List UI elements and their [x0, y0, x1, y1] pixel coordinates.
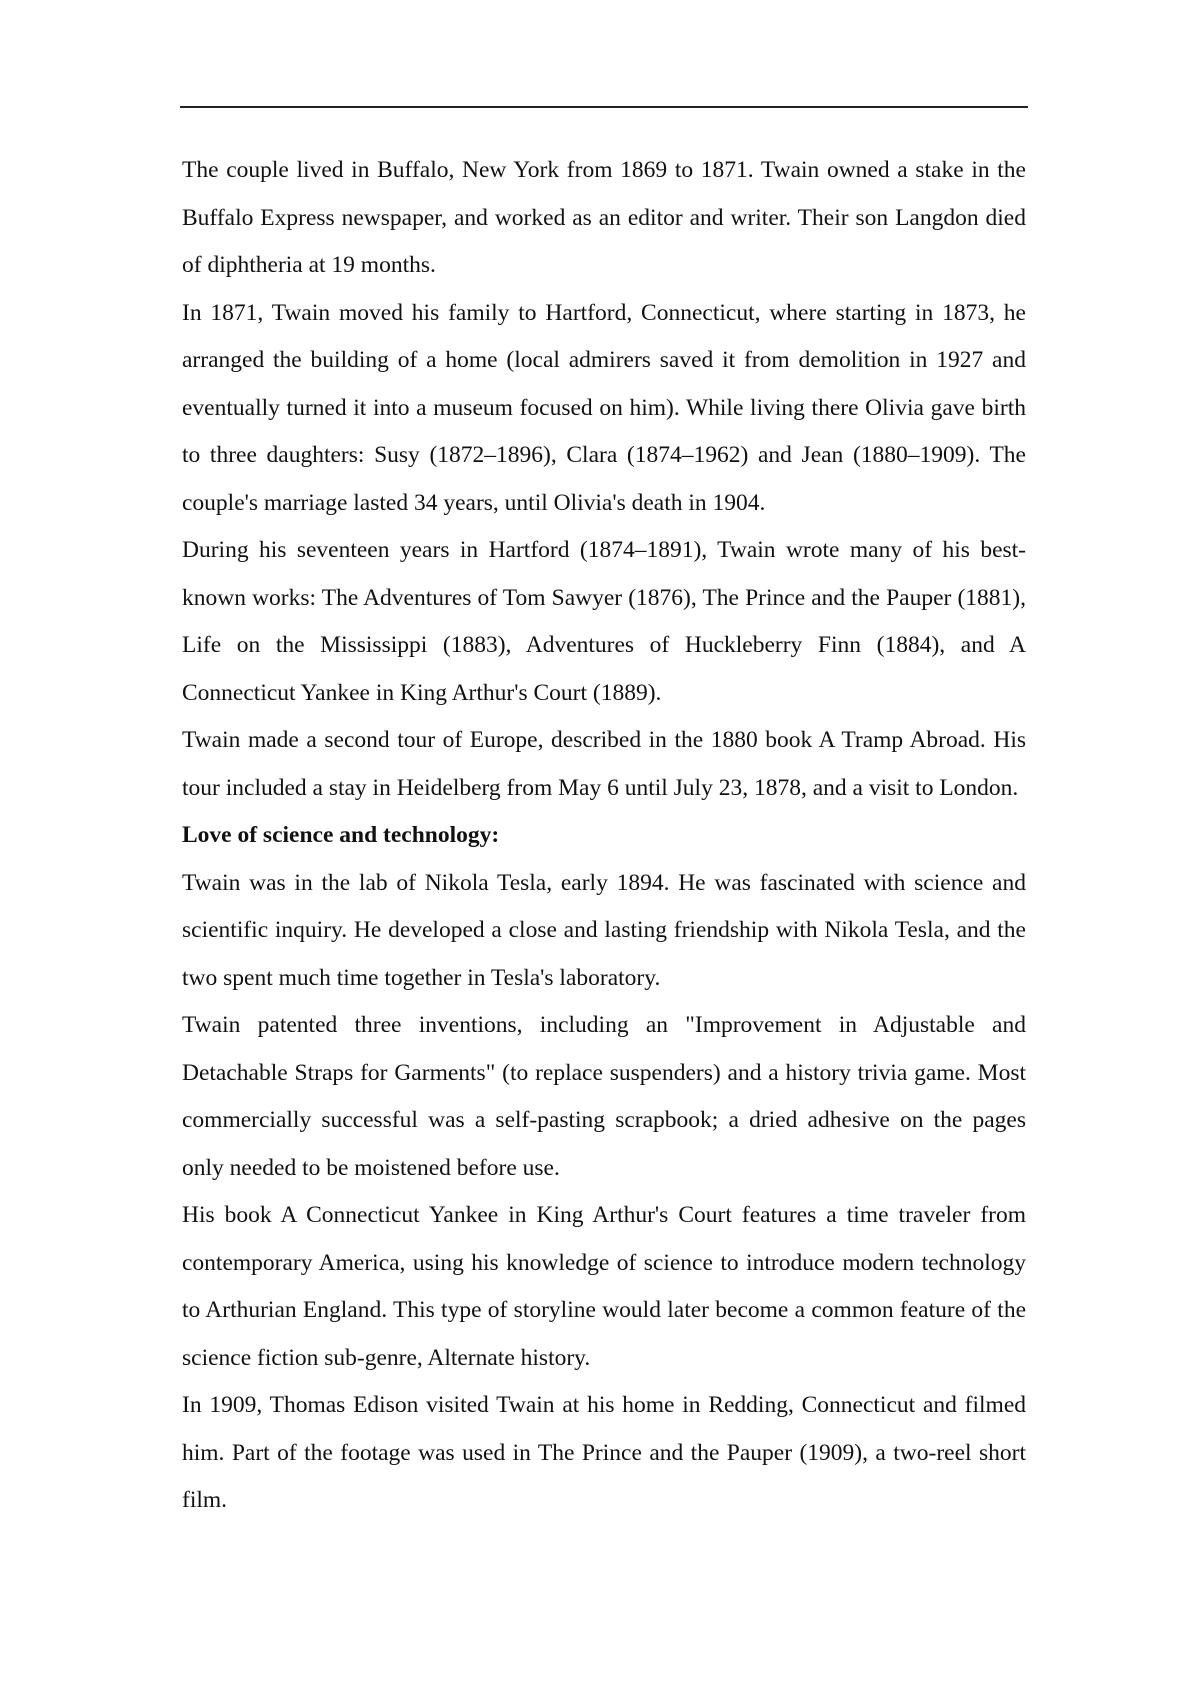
document-body [182, 147, 1026, 1525]
section-heading: Love of science and technology: [182, 822, 500, 848]
paragraph-hartford-move: In 1871, Twain moved his family to Hartford, Connecticut, where starting in 1873, he arranged the building of a home (local admirers saved it from demolition in 1927 and eventually turned it into a museum focused on him). While living there Olivia gave birth to three daughters: Susy (1872–1896), Clara (1874–1962) and Jean (1880–1909). The couple's marriage lasted 34 years, until Olivia's death in 1904. [182, 299, 1026, 516]
paragraph-connecticut-yankee: His book A Connecticut Yankee in King Arthur's Court features a time traveler from contemporary America, using his knowledge of science to introduce modern technology to Arthurian England. This type of storyline would later become a common feature of the science fiction sub-genre, Alternate history. [182, 1202, 1026, 1371]
header-rule [180, 106, 1028, 108]
paragraph-buffalo: The couple lived in Buffalo, New York from 1869 to 1871. Twain owned a stake in the Buffalo Express newspaper, and worked as an editor and writer. Their son Langdon died of diphtheria at 19 months. [182, 157, 1026, 278]
paragraph-hartford-works: During his seventeen years in Hartford (1874–1891), Twain wrote many of his best-known works: The Adventures of Tom Sawyer (1876), The Prince and the Pauper (1881), Life on the Mississippi (1883), Adventures of Huckleberry Finn (1884), and A Connecticut Yankee in King Arthur's Court (1889). [182, 537, 1026, 706]
paragraph-tesla: Twain was in the lab of Nikola Tesla, early 1894. He was fascinated with science and scientific inquiry. He developed a close and lasting friendship with Nikola Tesla, and the two spent much time together in Tesla's laboratory. [182, 869, 1026, 991]
paragraph-edison: In 1909, Thomas Edison visited Twain at his home in Redding, Connecticut and filmed him. Part of the footage was used in The Prince and the Pauper (1909), a two-reel short film. [182, 1392, 1026, 1513]
paragraph-europe-tour: Twain made a second tour of Europe, described in the 1880 book A Tramp Abroad. His tour included a stay in Heidelberg from May 6 until July 23, 1878, and a visit to London. [182, 727, 1026, 801]
paragraph-inventions: Twain patented three inventions, including an "Improvement in Adjustable and Detachable Straps for Garments" (to replace suspenders) and a history trivia game. Most commercially successful was a self-pasting scrapbook; a dried adhesive on the pages only needed to be moistened before use. [182, 1012, 1026, 1181]
